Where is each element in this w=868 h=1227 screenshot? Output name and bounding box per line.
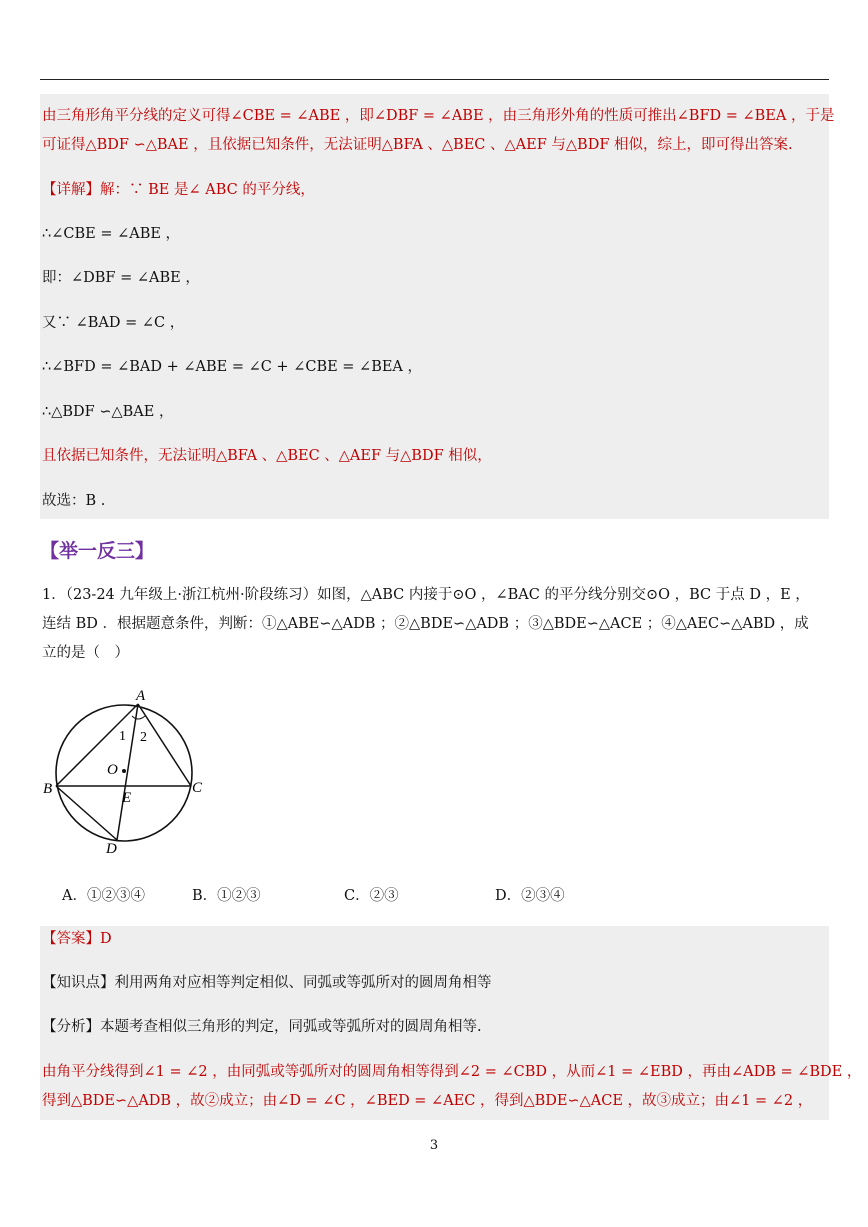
knowledge-line: 【知识点】利用两角对应相等判定相似、同弧或等弧所对的圆周角相等: [42, 975, 492, 991]
segment-ac: [138, 704, 191, 786]
option-d[interactable]: D．②③④: [495, 888, 565, 904]
center-point: [122, 769, 126, 773]
question-line-2: 连结 BD ．根据题意条件，判断：①△ABE∽△ADB ；②△BDE∽△ADB ；③△BDE∽△ACE ；④△AEC∽△ABD ，成: [42, 616, 809, 632]
step-1: ∴∠CBE = ∠ABE ，: [42, 226, 181, 242]
geometry-figure: [40, 686, 220, 861]
label-angle-2: 2: [140, 730, 147, 745]
analysis-line-2: 可证得△BDF ∽△BAE ，且依据已知条件，无法证明△BFA 、△BEC 、△AEF 与△BDF 相似，综上，即可得出答案.: [42, 137, 793, 153]
analysis-line: 【分析】本题考查相似三角形的判定，同弧或等弧所对的圆周角相等.: [42, 1019, 482, 1035]
section-heading: 【举一反三】: [40, 540, 155, 562]
angle-arc: [132, 716, 145, 719]
step-5: ∴△BDF ∽△BAE ，: [42, 404, 174, 420]
segment-ab: [56, 704, 138, 786]
answer-line: 【答案】D: [42, 931, 112, 947]
step-2: 即：∠DBF = ∠ABE ，: [42, 270, 200, 286]
header-rule: [40, 79, 829, 80]
option-a[interactable]: A．①②③④: [62, 888, 145, 904]
answer-explanation-2: 得到△BDE∽△ADB ，故②成立；由∠D = ∠C ，∠BED = ∠AEC ，得到△BDE∽△ACE ，故③成立；由∠1 = ∠2 ，: [42, 1093, 813, 1109]
label-b: B: [43, 781, 53, 797]
step-3: 又∵ ∠BAD = ∠C ，: [42, 315, 185, 331]
label-a: A: [136, 688, 146, 704]
step-6: 且依据已知条件，无法证明△BFA 、△BEC 、△AEF 与△BDF 相似，: [42, 448, 492, 464]
label-d: D: [106, 841, 117, 857]
conclusion: 故选：B .: [42, 493, 106, 509]
detail-line: 【详解】解：∵ BE 是∠ ABC 的平分线，: [42, 182, 315, 198]
segment-bd: [56, 786, 117, 840]
answer-explanation-1: 由角平分线得到∠1 = ∠2 ，由同弧或等弧所对的圆周角相等得到∠2 = ∠CBD ，从而∠1 = ∠EBD ，再由∠ADB = ∠BDE ，: [42, 1064, 862, 1080]
segment-ad: [117, 704, 138, 840]
label-o: O: [107, 762, 118, 778]
option-c[interactable]: C．②③: [344, 888, 399, 904]
question-line-3: 立的是（ ）: [42, 645, 129, 661]
step-4: ∴∠BFD = ∠BAD + ∠ABE = ∠C + ∠CBE = ∠BEA ，: [42, 359, 423, 375]
label-c: C: [192, 780, 203, 796]
label-e: E: [122, 790, 132, 806]
question-line-1: 1．（23-24 九年级上·浙江杭州·阶段练习）如图，△ABC 内接于⊙O ，∠BAC 的平分线分别交⊙O ，BC 于点 D ，E ，: [42, 587, 810, 603]
label-angle-1: 1: [119, 729, 126, 744]
option-b[interactable]: B．①②③: [192, 888, 261, 904]
page-number: 3: [429, 1138, 439, 1153]
analysis-line-1: 由三角形角平分线的定义可得∠CBE = ∠ABE ，即∠DBF = ∠ABE ，由三角形外角的性质可推出∠BFD = ∠BEA ，于是: [42, 108, 835, 124]
